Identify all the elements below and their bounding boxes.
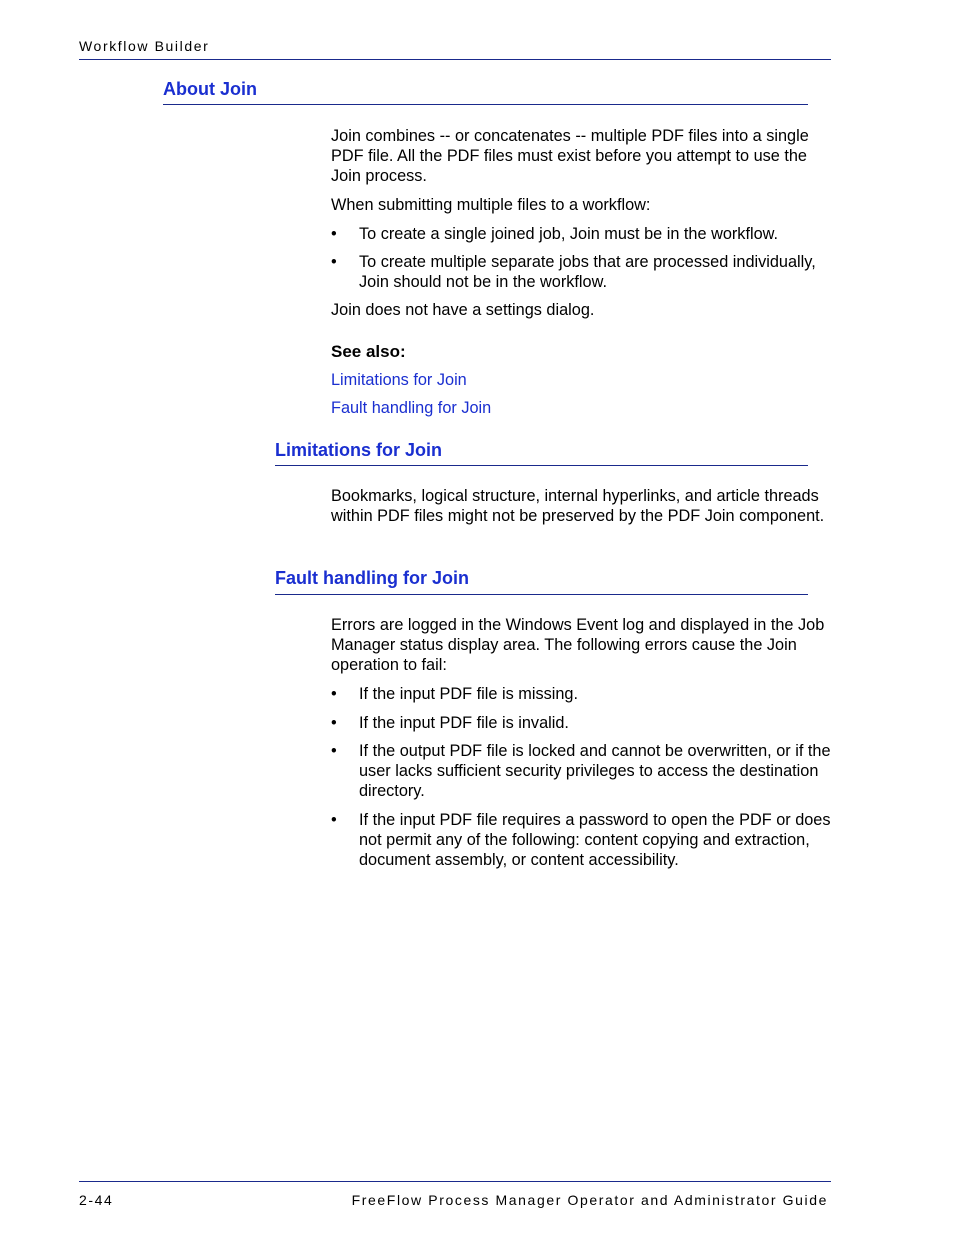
see-also-link-limitations[interactable]: Limitations for Join [331, 370, 467, 389]
fault-handling-bullet [331, 684, 831, 704]
limitations-text: Bookmarks, logical structure, internal hyperlinks, and article threads within PDF files might not be preserved by the PDF Join component. [331, 487, 825, 526]
bullet-text: If the output PDF file is locked and cannot be overwritten, or if the user lacks sufficient security privileges to access the destination directory. [359, 742, 831, 801]
fault-handling-intro: Errors are logged in the Windows Event log and displayed in the Job Manager status display area. The following errors cause the Join operation to fail: [331, 616, 825, 675]
fault-handling-bullet [331, 810, 831, 871]
about-join-rule [163, 104, 808, 105]
about-join-bullet [331, 224, 831, 244]
fault-handling-bullet [331, 741, 831, 802]
bullet-text: To create a single joined job, Join must be in the workflow. [359, 224, 779, 243]
page-number: 2-44 [79, 1192, 114, 1208]
bullet-dot: • [331, 810, 337, 829]
bullet-text: If the input PDF file is invalid. [359, 713, 569, 732]
about-join-bullet [331, 252, 831, 292]
fault-handling-heading: Fault handling for Join [275, 568, 469, 588]
footer-rule [79, 1181, 831, 1182]
see-also-label: See also: [331, 341, 406, 361]
running-header: Workflow Builder [79, 38, 210, 54]
guide-title: FreeFlow Process Manager Operator and Administrator Guide [351, 1192, 828, 1208]
about-join-intro: Join combines -- or concatenates -- multiple PDF files into a single PDF file. All the PDF files must exist before you attempt to use the Join process. [331, 127, 809, 186]
limitations-heading: Limitations for Join [275, 440, 443, 460]
limitations-body [331, 486, 831, 526]
fault-handling-bullet [331, 713, 831, 733]
bullet-dot: • [331, 253, 337, 272]
fault-handling-body [331, 615, 831, 870]
bullet-text: To create multiple separate jobs that are processed individually, Join should not be in the workflow. [359, 253, 816, 292]
fault-handling-rule [275, 594, 808, 595]
about-join-heading: About Join [163, 79, 257, 99]
header-rule [79, 59, 831, 60]
bullet-dot: • [331, 224, 337, 243]
bullet-dot: • [331, 684, 337, 703]
bullet-text: If the input PDF file requires a password to open the PDF or does not permit any of the following: content copying and extraction, document assembly, or content accessibility. [359, 810, 831, 870]
bullet-dot: • [331, 713, 337, 732]
limitations-rule [275, 465, 808, 466]
bullet-dot: • [331, 742, 337, 761]
about-join-body [331, 126, 831, 418]
about-join-when-submitting: When submitting multiple files to a workflow: [331, 195, 651, 214]
bullet-text: If the input PDF file is missing. [359, 684, 578, 703]
see-also-link-fault-handling[interactable]: Fault handling for Join [331, 399, 492, 418]
about-join-no-settings: Join does not have a settings dialog. [331, 301, 595, 320]
